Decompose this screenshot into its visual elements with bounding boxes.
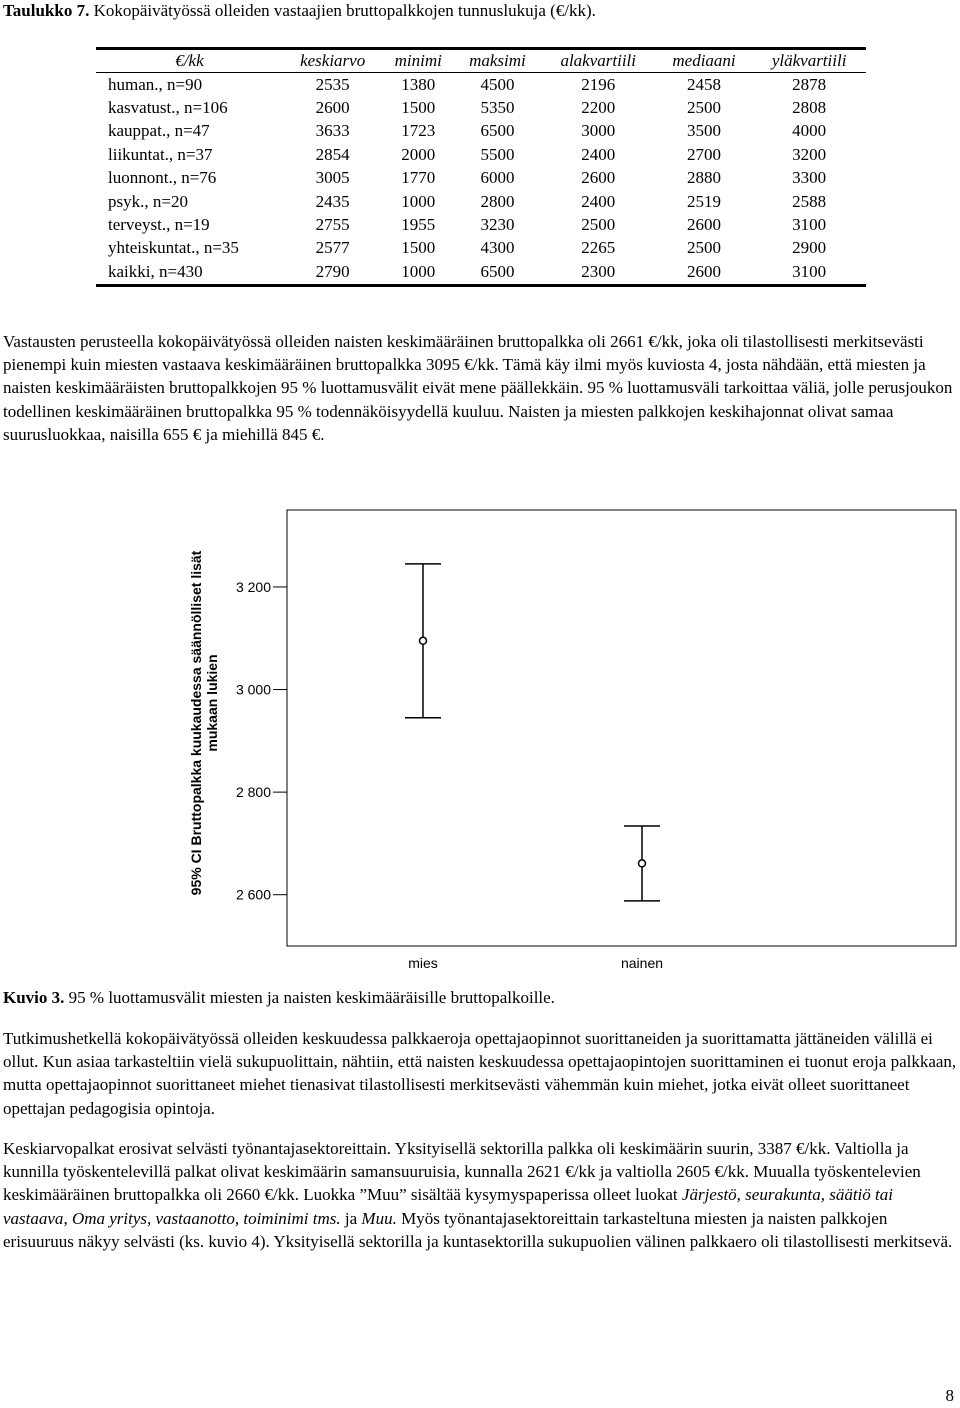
table-caption xyxy=(3,0,596,22)
table-cell: 1500 xyxy=(401,238,436,258)
paragraph-gender-salary: Vastausten perusteella kokopäivätyössä olleiden naisten keskimääräinen bruttopalkka oli 2661 €/kk, joka oli tilastollisesti merkitsevästi pienempi kuin miesten vastaava keskimääräinen bruttopalkka 3095 €/kk. Tämä käy ilmi myös kuviosta 4, josta nähdään, että miesten ja naisten keskimääräisten bruttopalkkojen 95 % luottamusvälit eivät mene päällekkäin. 95 % luottamusväli tarkoittaa väliä, jolle perusjoukon todellinen keskimääräinen bruttopalkka 95 % todennäköisyydellä kuuluu. Naisten ja miesten palkkojen keskihajonnat olivat samaa suurusluokkaa, naisilla 655 € ja miehillä 845 €. xyxy=(3,332,953,444)
table-cell: 2500 xyxy=(687,238,722,258)
paragraph-text: ja xyxy=(340,1208,362,1228)
table-cell: 2200 xyxy=(581,98,616,118)
paragraph-teacher-studies: Tutkimushetkellä kokopäivätyössä olleiden keskuudessa palkkaeroja opettajaopinnot suorittaneiden ja suorittamatta jättäneiden välillä ei ollut. Kun asiaa tarkasteltiin vielä sukupuolittain, nähtiin, että naisten keskuudessa opettajaopintojen suorittaminen ei tuonut eroja palkkaan, mutta opettajaopinnot suorittaneet miehet tienasivat tilastollisesti merkitsevästi vähemmän kuin miehet, jotka eivät olleet suorittaneet opettajan pedagogisia opintoja. xyxy=(3,1029,957,1118)
column-header: alakvartiili xyxy=(560,51,636,70)
table-cell: 2500 xyxy=(581,215,616,235)
table-row xyxy=(96,237,866,260)
table-cell: 3633 xyxy=(315,121,350,141)
x-category-label: nainen xyxy=(620,955,664,971)
column-header: yläkvartiili xyxy=(771,51,847,70)
row-label-cell: luonnont., n=76 xyxy=(108,168,217,188)
table-cell: 6500 xyxy=(480,261,515,281)
table-header-row xyxy=(96,49,866,73)
table-cell: 2588 xyxy=(792,191,827,211)
paragraph-employer-sector xyxy=(3,1137,958,1253)
column-header: €/kk xyxy=(175,51,204,70)
row-label-cell: human., n=90 xyxy=(108,74,203,94)
paragraph-text: Myös työnantajasektoreittain tarkasteltuna miesten ja naisten palkkojen erisuuruus näkyy selvästi (ks. kuvio 4). Yksityisellä sektorilla ja kuntasektorilla sukupuolien välinen palkkaero oli tilastollisesti merkitsevä. xyxy=(3,1208,953,1251)
table-cell: 2900 xyxy=(792,238,827,258)
table-cell: 2790 xyxy=(315,261,350,281)
table-cell: 3500 xyxy=(687,121,722,141)
page-number: 8 xyxy=(945,1386,954,1405)
table-cell: 3200 xyxy=(792,144,827,164)
table-cell: 2458 xyxy=(687,74,722,94)
table-cell: 2600 xyxy=(315,98,350,118)
table-cell: 4500 xyxy=(480,74,515,94)
figure-caption-label: Kuvio 3. xyxy=(3,988,65,1007)
table-cell: 2300 xyxy=(581,261,616,281)
figure-caption xyxy=(3,988,555,1008)
table-cell: 1500 xyxy=(401,98,436,118)
table-cell: 4000 xyxy=(792,121,827,141)
table-row xyxy=(96,260,866,285)
row-label-cell: psyk., n=20 xyxy=(108,191,188,211)
table-row xyxy=(96,143,866,166)
y-tick-label: 3 000 xyxy=(235,681,271,698)
table-cell: 2577 xyxy=(315,238,350,258)
table-cell: 3230 xyxy=(480,215,515,235)
table-cell: 1380 xyxy=(401,74,436,94)
plot-frame xyxy=(287,510,956,946)
table-row xyxy=(96,120,866,143)
table-cell: 2519 xyxy=(687,191,722,211)
table-cell: 2880 xyxy=(687,168,722,188)
table-cell: 2265 xyxy=(581,238,616,258)
table-cell: 2500 xyxy=(687,98,722,118)
salary-stats-table xyxy=(96,47,866,287)
table-cell: 2600 xyxy=(687,215,722,235)
y-axis-title: 95% CI Bruttopalkka kuukaudessa säännölliset lisät xyxy=(188,550,204,896)
row-label-cell: kauppat., n=47 xyxy=(108,121,210,141)
paragraph-italic-text: Oma yritys, vastaanotto, toiminimi tms. xyxy=(71,1208,341,1228)
table-cell: 2755 xyxy=(315,215,350,235)
paragraph-italic-text: Muu. xyxy=(361,1208,397,1228)
column-header: minimi xyxy=(394,51,442,70)
table-cell: 3005 xyxy=(315,168,350,188)
table-cell: 3100 xyxy=(792,215,827,235)
table-caption-label: Taulukko 7. xyxy=(3,1,90,20)
chart-svg xyxy=(185,505,960,990)
table-cell: 1770 xyxy=(401,168,436,188)
table-cell: 2600 xyxy=(581,168,616,188)
table-body xyxy=(96,73,866,286)
mean-point xyxy=(420,637,427,644)
column-header: keskiarvo xyxy=(300,51,366,70)
table-cell: 1723 xyxy=(401,121,436,141)
y-tick-label: 3 200 xyxy=(235,578,271,595)
table-cell: 2700 xyxy=(687,144,722,164)
table-row xyxy=(96,167,866,190)
x-category-label: mies xyxy=(408,955,438,971)
row-label-cell: liikuntat., n=37 xyxy=(108,144,213,164)
table-cell: 2400 xyxy=(581,144,616,164)
table-cell: 3300 xyxy=(792,168,827,188)
column-header: mediaani xyxy=(672,51,736,70)
table-cell: 2435 xyxy=(315,191,350,211)
table-row xyxy=(96,73,866,97)
table-cell: 2600 xyxy=(687,261,722,281)
row-label-cell: kasvatust., n=106 xyxy=(108,98,228,118)
mean-point xyxy=(639,860,646,867)
table-cell: 2854 xyxy=(315,144,350,164)
paragraph-italic-text: Järjestö, seurakunta, säätiö tai vastaava xyxy=(3,1185,893,1228)
table-cell: 2000 xyxy=(401,144,436,164)
table-cell: 4300 xyxy=(480,238,515,258)
row-label-cell: yhteiskuntat., n=35 xyxy=(108,238,239,258)
column-header: maksimi xyxy=(469,51,526,70)
table-cell: 2196 xyxy=(581,74,616,94)
table-cell: 6500 xyxy=(480,121,515,141)
table-cell: 6000 xyxy=(480,168,515,188)
table-cell: 2878 xyxy=(792,74,827,94)
table-cell: 3100 xyxy=(792,261,827,281)
table-row xyxy=(96,96,866,119)
table-row xyxy=(96,190,866,213)
y-tick-label: 2 800 xyxy=(235,784,271,801)
y-axis-title-line2: mukaan lukien xyxy=(204,654,220,752)
paragraph-text: Keskiarvopalkat erosivat selvästi työnantajasektoreittain. Yksityisellä sektorilla palkka oli keskimäärin suurin, 3387 €/kk. Valtiolla ja kunnilla työskentelevillä palkat olivat keskimäärin samansuuruisia, kunnalla 2621 €/kk ja valtiolla 2605 €/kk. Muualla työskentelevien keskimääräinen bruttopalkka oli 2660 €/kk. Luokka ”Muu” sisältää kysymyspaperissa olleet luokat xyxy=(3,1139,921,1205)
table-cell: 2535 xyxy=(315,74,350,94)
table-caption-text: Kokopäivätyössä olleiden vastaajien bruttopalkkojen tunnuslukuja (€/kk). xyxy=(89,1,596,20)
table-cell: 1000 xyxy=(401,261,436,281)
table-cell: 5500 xyxy=(480,144,515,164)
row-label-cell: kaikki, n=430 xyxy=(108,261,203,281)
y-tick-label: 2 600 xyxy=(235,886,271,903)
confidence-interval-chart xyxy=(185,505,960,990)
table-cell: 2800 xyxy=(480,191,515,211)
table-cell: 2400 xyxy=(581,191,616,211)
figure-caption-text: 95 % luottamusvälit miesten ja naisten keskimääräisille bruttopalkoille. xyxy=(64,988,555,1007)
table-cell: 2808 xyxy=(792,98,827,118)
table-cell: 1955 xyxy=(401,215,436,235)
table-cell: 1000 xyxy=(401,191,436,211)
table-row xyxy=(96,213,866,236)
table-cell: 5350 xyxy=(480,98,515,118)
table-cell: 3000 xyxy=(581,121,616,141)
paragraph-text: , xyxy=(63,1208,72,1228)
row-label-cell: terveyst., n=19 xyxy=(108,215,210,235)
